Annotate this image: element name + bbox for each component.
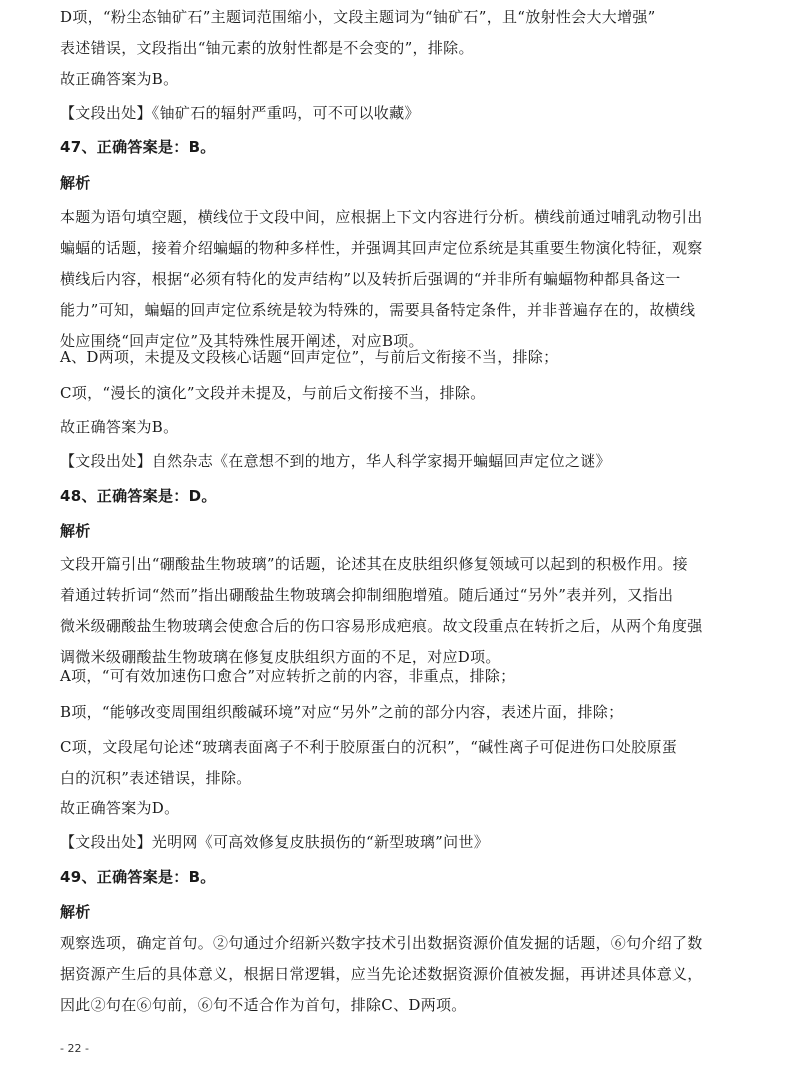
- text-line: 故正确答案为B。: [60, 70, 179, 88]
- text-line: 本题为语句填空题，横线位于文段中间，应根据上下文内容进行分析。横线前通过哺乳动物引出: [60, 208, 703, 226]
- text-line: 47、正确答案是：B。: [60, 138, 216, 156]
- paragraph: [60, 732, 740, 794]
- text-line: C项，文段尾句论述“玻璃表面离子不利于胶原蛋白的沉积”，“碱性离子可促进伤口处胶原蛋: [60, 738, 678, 756]
- text-line: 【文段出处】自然杂志《在意想不到的地方，华人科学家揭开蝙蝠回声定位之谜》: [60, 452, 611, 470]
- text-line: 能力”可知，蝙蝠的回声定位系统是较为特殊的，需要具备特定条件，并非普遍存在的，故横线: [60, 301, 696, 319]
- text-line: 48、正确答案是：D。: [60, 487, 217, 505]
- paragraph: [60, 202, 740, 357]
- text-line: A、D两项，未提及文段核心话题“回声定位”，与前后文衔接不当，排除；: [60, 348, 559, 366]
- text-line: 49、正确答案是：B。: [60, 868, 216, 886]
- paragraph: [60, 64, 740, 95]
- text-line: 表述错误，文段指出“铀元素的放射性都是不会变的”，排除。: [60, 39, 474, 57]
- text-line: 故正确答案为D。: [60, 799, 180, 817]
- paragraph: [60, 2, 740, 64]
- section-heading: [60, 862, 740, 893]
- text-line: 【文段出处】《铀矿石的辐射严重吗，可不可以收藏》: [60, 104, 420, 122]
- paragraph: [60, 928, 740, 1021]
- paragraph: [60, 98, 740, 129]
- section-heading: [60, 481, 740, 512]
- section-heading: [60, 897, 740, 928]
- text-line: B项，“能够改变周围组织酸碱环境”对应“另外”之前的部分内容，表述片面，排除；: [60, 703, 624, 721]
- text-line: 【文段出处】光明网《可高效修复皮肤损伤的“新型玻璃”问世》: [60, 833, 490, 851]
- text-line: 处应围绕“回声定位”及其特殊性展开阐述，对应B项。: [60, 332, 424, 350]
- text-line: 解析: [60, 522, 91, 540]
- text-line: 解析: [60, 903, 91, 921]
- paragraph: [60, 661, 740, 692]
- section-heading: [60, 132, 740, 163]
- paragraph: [60, 342, 740, 373]
- paragraph: [60, 549, 740, 673]
- paragraph: [60, 697, 740, 728]
- text-line: D项，“粉尘态铀矿石”主题词范围缩小，文段主题词为“铀矿石”，且“放射性会大大增强”: [60, 8, 656, 26]
- text-line: 调微米级硼酸盐生物玻璃在修复皮肤组织方面的不足，对应D项。: [60, 648, 501, 666]
- text-line: 着通过转折词“然而”指出硼酸盐生物玻璃会抑制细胞增殖。随后通过“另外”表并列，又指出: [60, 586, 674, 604]
- text-line: 观察选项，确定首句。②句通过介绍新兴数字技术引出数据资源价值发掘的话题，⑥句介绍了数: [60, 934, 703, 952]
- text-line: 微米级硼酸盐生物玻璃会使愈合后的伤口容易形成疤痕。故文段重点在转折之后，从两个角度强: [60, 617, 703, 635]
- paragraph: [60, 793, 740, 824]
- text-line: 白的沉积”表述错误，排除。: [60, 769, 252, 787]
- text-line: 横线后内容，根据“必须有特化的发声结构”以及转折后强调的“并非所有蝙蝠物种都具备这一: [60, 270, 681, 288]
- text-line: 文段开篇引出“硼酸盐生物玻璃”的话题，论述其在皮肤组织修复领域可以起到的积极作用。接: [60, 555, 688, 573]
- text-line: 蝙蝠的话题，接着介绍蝙蝠的物种多样性，并强调其回声定位系统是其重要生物演化特征，观察: [60, 239, 703, 257]
- text-line: 据资源产生后的具体意义，根据日常逻辑，应当先论述数据资源价值被发掘，再讲述具体意义，: [60, 965, 703, 983]
- paragraph: [60, 446, 740, 477]
- text-line: C项，“漫长的演化”文段并未提及，与前后文衔接不当，排除。: [60, 384, 486, 402]
- page-number: - 22 -: [60, 1042, 89, 1055]
- text-line: 因此②句在⑥句前，⑥句不适合作为首句，排除C、D两项。: [60, 996, 467, 1014]
- paragraph: [60, 412, 740, 443]
- paragraph: [60, 378, 740, 409]
- text-line: 故正确答案为B。: [60, 418, 179, 436]
- paragraph: [60, 827, 740, 858]
- text-line: 解析: [60, 174, 91, 192]
- text-line: A项，“可有效加速伤口愈合”对应转折之前的内容，非重点，排除；: [60, 667, 516, 685]
- section-heading: [60, 168, 740, 199]
- section-heading: [60, 516, 740, 547]
